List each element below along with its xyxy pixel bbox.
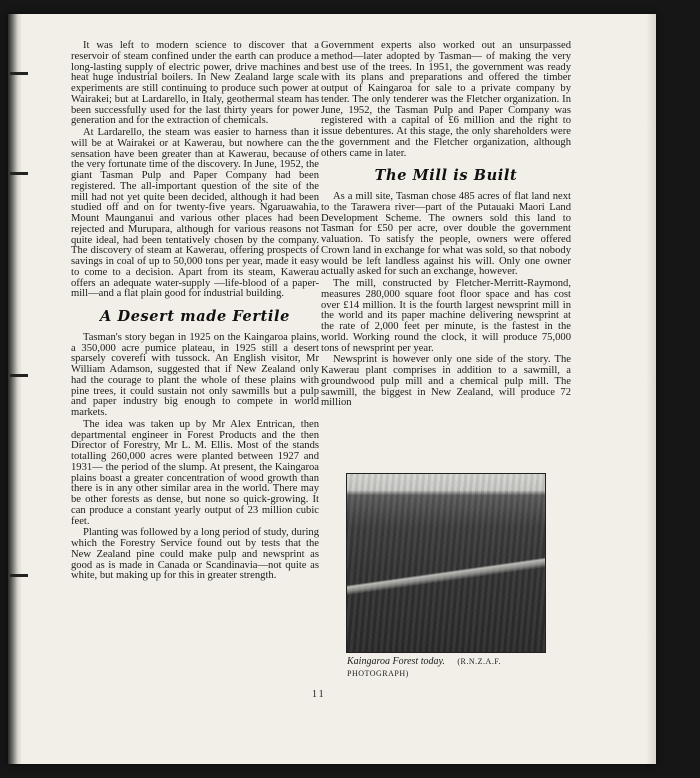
page-right-edge [646,14,656,764]
section-heading-desert: A Desert made Fertile [100,308,290,325]
photo-caption-text: Kaingaroa Forest today. [347,656,445,667]
page-binding-edge [8,14,22,764]
photo-credit: PHOTOGRAPH) [347,669,409,678]
body-paragraph: Government experts also worked out an unsurpassed method—later adopted by Tasman— of making the very best use of the trees. In 1951, the government was ready with its plans and preparations and offered the timber output of Kaingaroa for sale to a private company by tender. The only tenderer was the Fletcher organization. In June, 1952, the Tasman Pulp and Paper Company was registered with a capital of £6 million and the right to issue debentures. At this stage, the only shareholders were the government and the Fletcher organization, although others came in later. [321,40,571,159]
body-paragraph: The idea was taken up by Mr Alex Entrican, then departmental engineer in Forest Products and the then Director of Forestry, Mr L. M. Ellis. Most of the stands totalling 260,000 acres were planted between 1927 and 1931— the period of the slump. At present, the Kaingaroa plains boast a greater concentration of wood growth than there is in any other similar area in the world. There may be other forests as dense, but none so quick-growing. It can produce a constant yearly output of 23 million cubic feet. [71,418,319,527]
body-paragraph: Newsprint is however only one side of the story. The Kawerau plant comprises in addition to a sawmill, a groundwood pulp mill and a chemical pulp mill. The sawmill, the biggest in New Zealand, will produce 72 million [321,354,571,409]
body-paragraph: At Lardarello, the steam was easier to harness than it will be at Wairakei or at Kawerau, but nowhere can the sensation have been greater than at Kawerau, because of the very fortunate time of the discovery. In June, 1952, the giant Tasman Pulp and Paper Company had been registered. The all-important question of the site of the mill had not yet quite been decided, although it had been studied off and on for twenty-five years. Ngaruawahia, Mount Maunganui and various other places had been rejected and Murupara, although for various reasons not quite ideal, had been tentatively chosen by the company. The discovery of steam at Kawerau, offering prospects of savings in coal of up to 50,000 tons per year, made it easy to come to a decision. Apart from its steam, Kawerau offers an adequate water-supply —life-blood of a paper-mill—and a flat plain good for industrial building. [71,127,319,300]
photo-caption [347,656,547,680]
photo-credit: (R.N.Z.A.F. [457,657,502,666]
forest-photograph [346,473,546,653]
binding-staple [10,72,28,75]
binding-staple [10,574,28,577]
binding-staple [10,374,28,377]
body-paragraph: It was left to modern science to discover that a reservoir of steam confined under the earth can produce a long-lasting supply of electric power, drive machines and heat huge industrial boilers. In New Zealand large scale experiments are still continuing to produce such power at Wairakei; but at Lardarello, in Italy, geothermal steam has been successfully used for the last thirty years for power generation and for the extraction of chemicals. [71,40,319,127]
body-paragraph: Planting was followed by a long period of study, during which the Forestry Service found out by tests that the New Zealand pine could make pulp and newsprint as good as is made in Canada or Scandinavia—not quite as white, but making up for this in greater strength. [71,527,319,582]
body-paragraph: The mill, constructed by Fletcher-Merritt-Raymond, measures 280,000 square foot floor space and has cost over £14 million. It is the fourth largest newsprint mill in the world and its paper machine delivering newsprint at the rate of 2,000 feet per minute, is the fastest in the world. Working round the clock, it will produce 75,000 tons of newsprint per year. [321,278,571,354]
section-heading-mill: The Mill is Built [374,167,518,185]
page-number: 11 [312,689,326,700]
body-paragraph: As a mill site, Tasman chose 485 acres of flat land next to the Tarawera river—part of the Putauaki Maori Land Development Scheme. The owners sold this land to Tasman for £50 per acre, over double the government valuation. To satisfy the people, owners were offered Crown land in exchange for what was sold, so that nobody would be left landless against his will. Only one owner actually asked for such an exchange, however. [321,191,571,278]
body-paragraph: Tasman's story began in 1925 on the Kaingaroa plains, a 350,000 acre pumice plateau, in 1925 still a desert sparsely coverefi with tussock. An English visitor, Mr William Adamson, suggested that if New Zealand only had the courage to plant the whole of these plains with pine trees, it could sustain not only sawmills but a pulp and paper industry big enough to compete in world markets. [71,331,319,418]
binding-staple [10,172,28,175]
left-text-column [71,41,319,583]
right-text-column [321,41,571,410]
